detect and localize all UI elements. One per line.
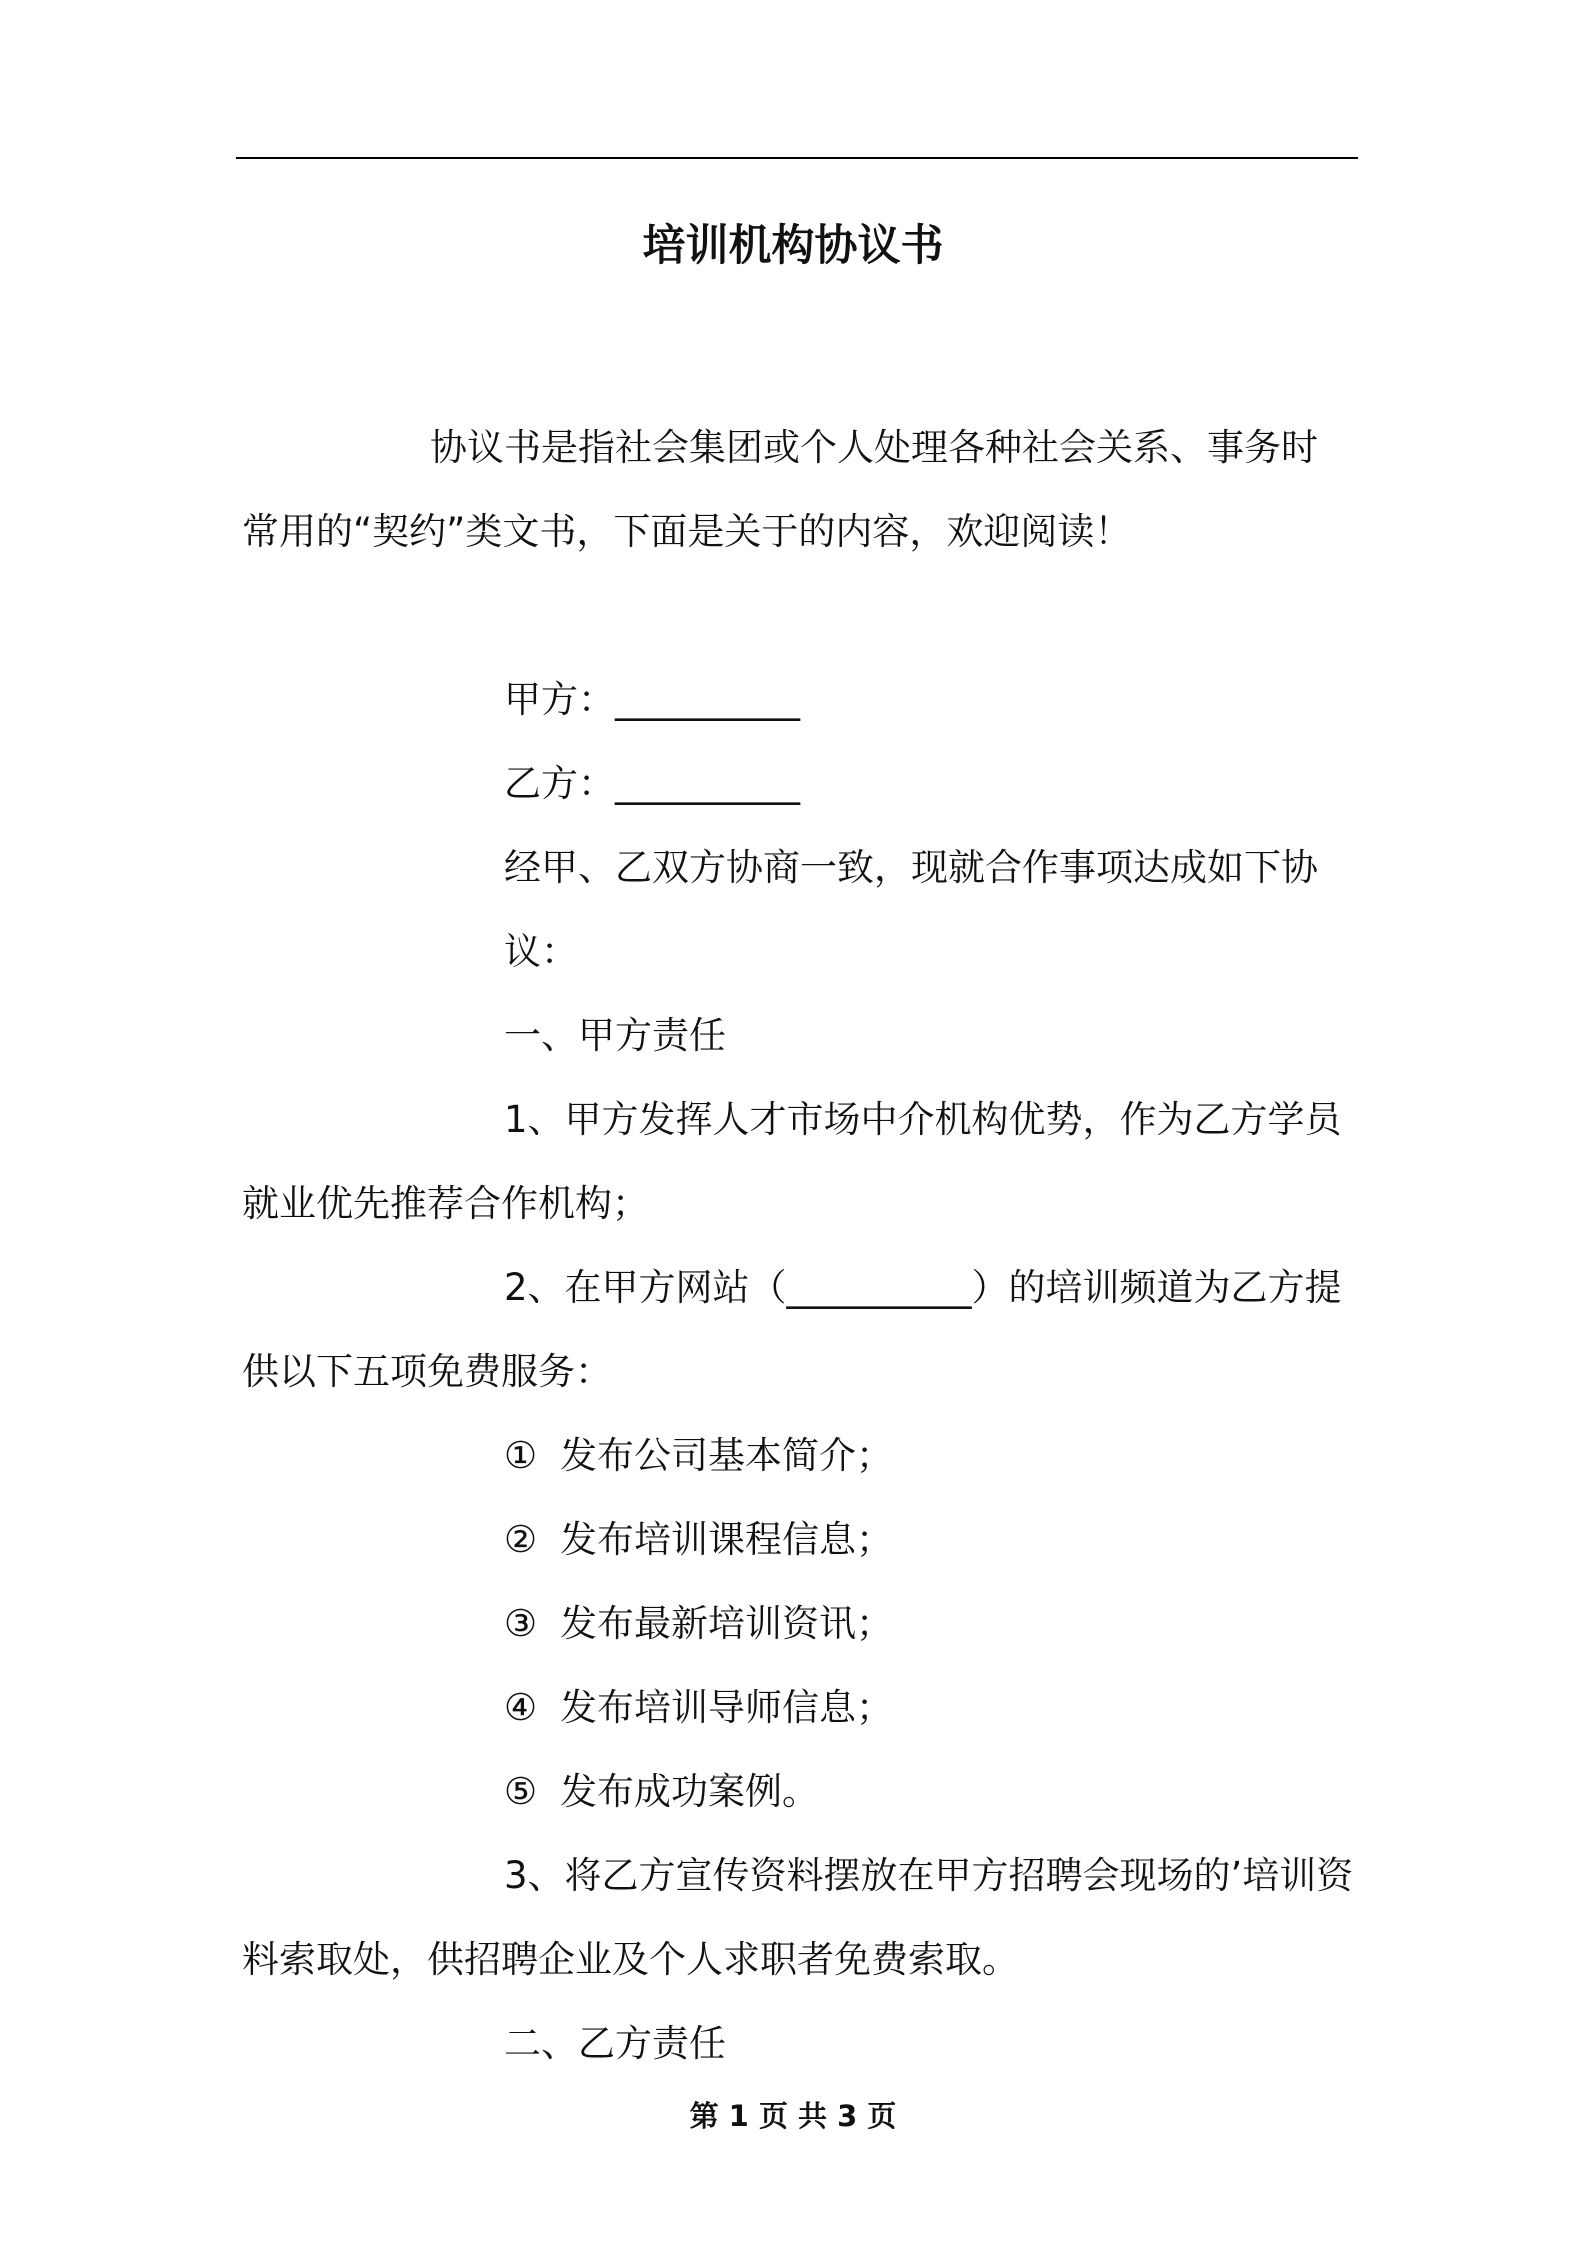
service-item (242, 1498, 1354, 1582)
service-item (242, 1666, 1354, 1750)
service-text: 发布培训导师信息； (560, 1686, 893, 1729)
service-marker: ⑤ (504, 1770, 538, 1813)
service-text: 发布公司基本简介； (560, 1434, 893, 1477)
service-item (242, 1414, 1354, 1498)
header-rule (236, 157, 1358, 159)
section-1-heading: 一、甲方责任 (504, 1014, 726, 1057)
service-text: 发布成功案例。 (560, 1770, 819, 1813)
document-body (242, 406, 1354, 2086)
service-item (242, 1750, 1354, 1834)
document-title: 培训机构协议书 (642, 221, 944, 271)
service-item (242, 1582, 1354, 1666)
agreement-lead: 经甲、乙双方协商一致，现就合作事项达成如下协议： (504, 846, 1318, 973)
clause-1: 1、甲方发挥人才市场中介机构优势，作为乙方学员就业优先推荐合作机构； (242, 1098, 1342, 1225)
clause-2: 2、在甲方网站（__________）的培训频道为乙方提供以下五项免费服务： (242, 1266, 1342, 1393)
section-2-heading: 二、乙方责任 (504, 2022, 726, 2065)
service-text: 发布最新培训资讯； (560, 1602, 893, 1645)
spacer (242, 574, 1354, 658)
service-text: 发布培训课程信息； (560, 1518, 893, 1561)
intro-paragraph: 协议书是指社会集团或个人处理各种社会关系、事务时常用的“契约”类文书，下面是关于的内容，欢迎阅读！ (242, 426, 1318, 553)
service-marker: ③ (504, 1602, 538, 1645)
service-marker: ④ (504, 1686, 538, 1729)
service-marker: ① (504, 1434, 538, 1477)
party-a-line: 甲方：__________ (504, 678, 800, 721)
page-indicator: 第 1 页 共 3 页 (689, 2099, 897, 2133)
party-b-line: 乙方：__________ (504, 762, 800, 805)
clause-3: 3、将乙方宣传资料摆放在甲方招聘会现场的’培训资料索取处，供招聘企业及个人求职者免费索取。 (242, 1854, 1354, 1981)
service-marker: ② (504, 1518, 538, 1561)
